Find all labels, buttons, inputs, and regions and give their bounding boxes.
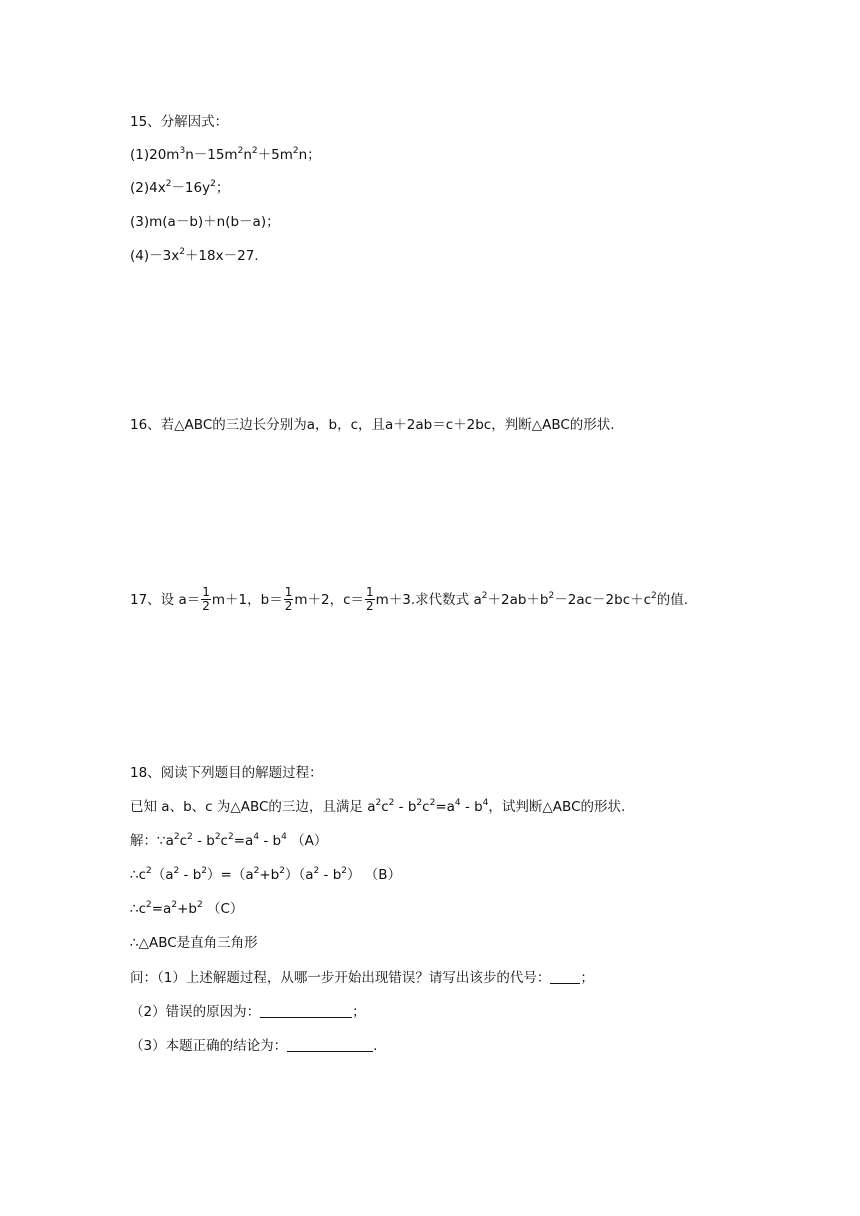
q18-title: 18、阅读下列题目的解题过程： — [130, 765, 323, 781]
q18-question-3: （3）本题正确的结论为： . — [130, 1038, 378, 1054]
q18-step-b: $\therefore c^2(a^2 - b^2)=(a^2+b^2)(a^2 - b^2)$ （B） — [130, 866, 402, 883]
q18-question-2: （2）错误的原因为： ； — [130, 1004, 366, 1020]
fraction-half: $\frac{1}{2}$ — [202, 584, 210, 613]
answer-blank-3[interactable] — [287, 1037, 373, 1052]
q15-title: 15、分解因式： — [130, 114, 229, 130]
answer-blank-2[interactable] — [260, 1003, 352, 1018]
fraction-half: $\frac{1}{2}$ — [284, 584, 293, 613]
q18-step-c: $\therefore c^2=a^2+b^2$ （C） — [130, 900, 244, 917]
q17-text: 17、设 a＝ $\frac{1}{2}$ m＋1，b＝ $\frac{1}{2}$ m＋2，c＝ $\frac{1}{2}$ m＋3.求代数式 $a^2+2ab+b^2-2ac-2bc+c^2$的值. — [130, 584, 689, 613]
q18-question-1: 问：（1）上述解题过程，从哪一步开始出现错误？请写出该步的代号： ； — [130, 970, 594, 986]
answer-blank-1[interactable] — [550, 969, 580, 984]
q15-part-2: $(2)4x^2-16y^2$； — [130, 179, 230, 196]
q15-part-4: $(4)-3x^2+18x-27$. — [130, 247, 259, 264]
q18-step-a: 解：$\because a^2c^2 - b^2c^2=a^4 - b^4$ （A） — [130, 832, 328, 849]
q16-text: 16、若△ABC的三边长分别为a，b，c，且a＋2ab＝c＋2bc，判断△ABC的形状. — [130, 417, 615, 433]
q18-conclusion: ∴△ABC是直角三角形 — [130, 935, 258, 951]
q18-given: 已知 a、b、c 为△ABC的三边，且满足 $a^2c^2 - b^2c^2=a^4 - b^4$，试判断△ABC的形状. — [130, 798, 626, 815]
fraction-half: $\frac{1}{2}$ — [366, 584, 374, 613]
q15-part-3: (3)m(a－b)＋n(b－a)； — [130, 214, 280, 230]
q15-part-1: $(1)20m^3n-15m^2n^2+5m^2n$； — [130, 146, 321, 163]
